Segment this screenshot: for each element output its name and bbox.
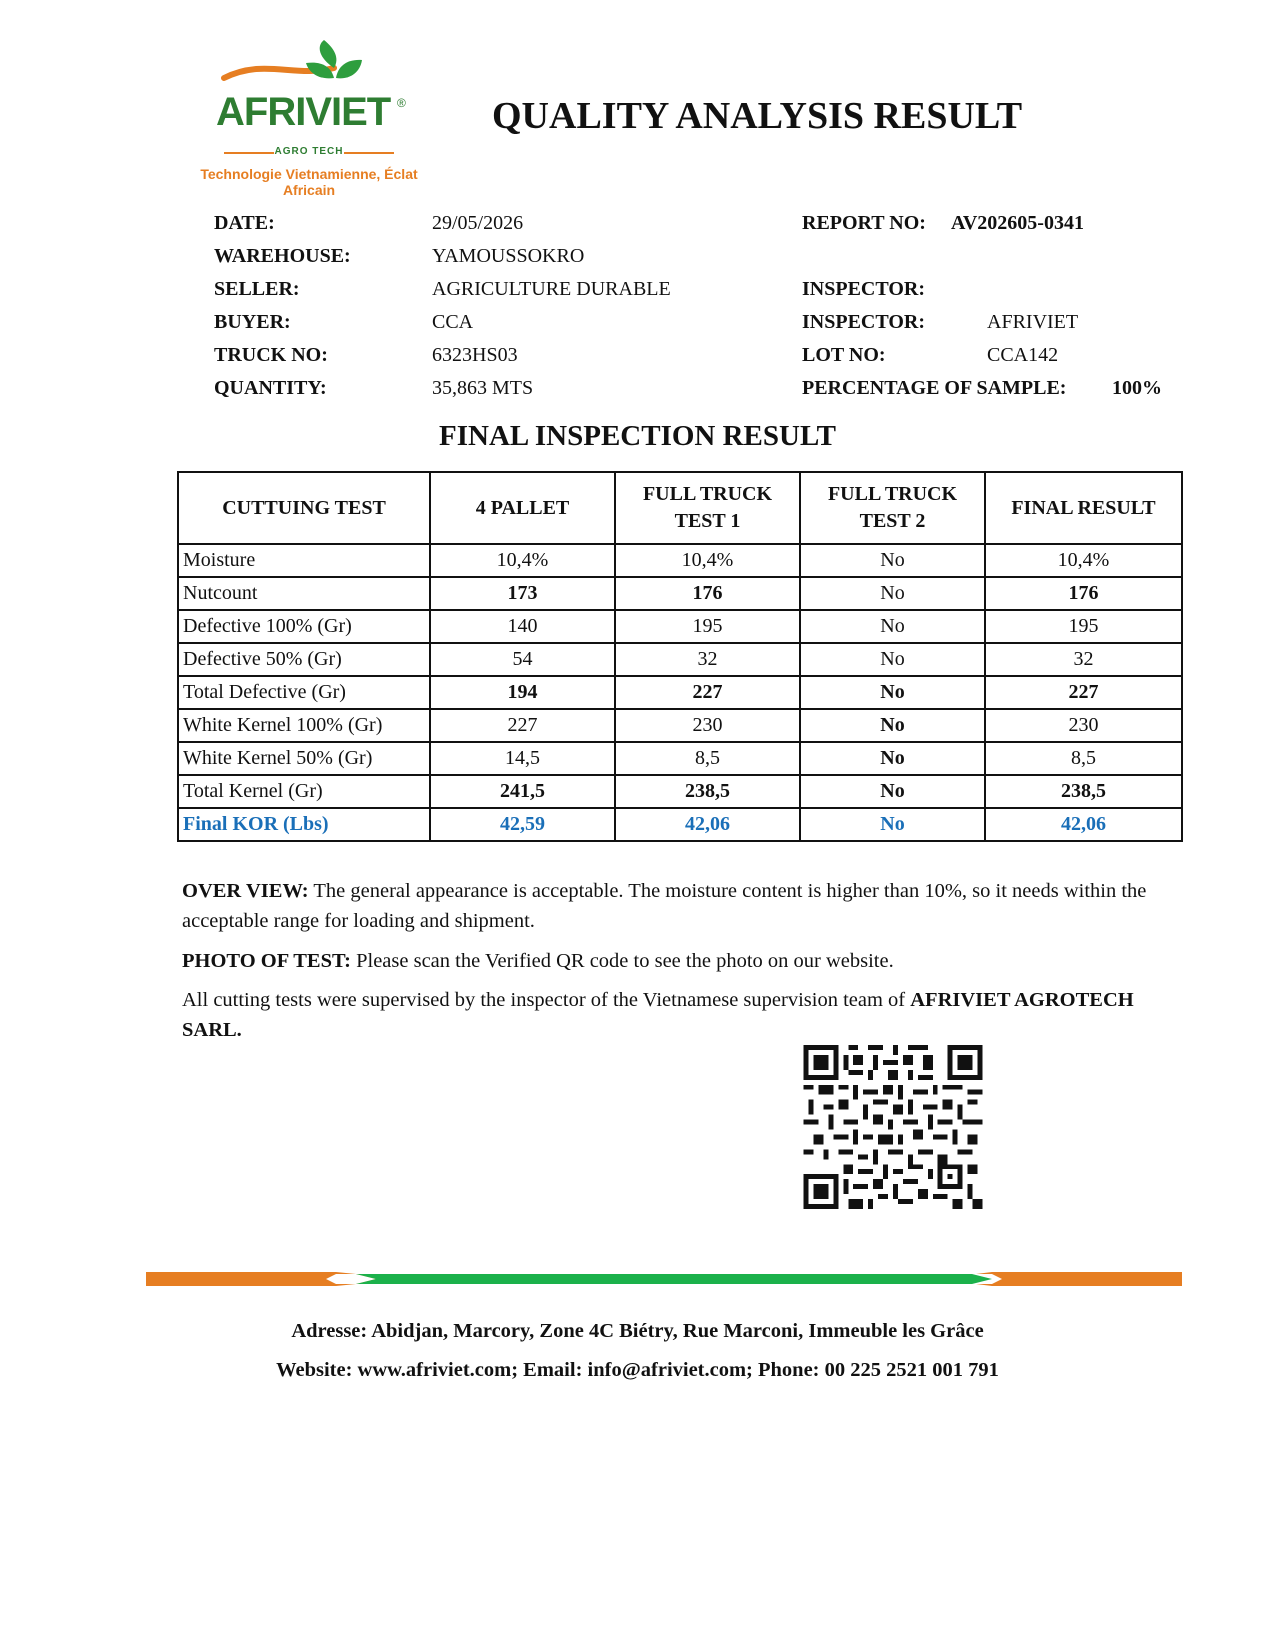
inspector-label: INSPECTOR: (802, 278, 925, 300)
table-cell: 195 (615, 610, 800, 643)
table-cell: Total Defective (Gr) (178, 676, 430, 709)
logo-subtitle: AGRO TECH (274, 146, 344, 157)
logo-brand: AFRIVIET (216, 90, 391, 134)
table-cell: 227 (615, 676, 800, 709)
footer-contact: Website: www.afriviet.com; Email: info@afriviet.com; Phone: 00 225 2521 001 791 (276, 1359, 999, 1381)
table-cell: Defective 100% (Gr) (178, 610, 430, 643)
table-cell: No (800, 610, 985, 643)
page-title: QUALITY ANALYSIS RESULT (492, 95, 1023, 137)
table-row (178, 742, 1182, 775)
table-cell: No (800, 709, 985, 742)
report-value: AV202605-0341 (951, 212, 1084, 234)
footer-address: Adresse: Abidjan, Marcory, Zone 4C Biétry, Rue Marconi, Immeuble les Grâce (291, 1320, 984, 1342)
table-cell: White Kernel 50% (Gr) (178, 742, 430, 775)
table-cell: 32 (615, 643, 800, 676)
table-cell: No (800, 577, 985, 610)
table-cell: 42,06 (985, 808, 1182, 841)
table-cell: 14,5 (430, 742, 615, 775)
table-cell: 227 (985, 676, 1182, 709)
table-cell: 230 (985, 709, 1182, 742)
lot-label: LOT NO: (802, 344, 886, 366)
table-cell: No (800, 643, 985, 676)
inspection-table (177, 471, 1183, 842)
quantity-value: 35,863 MTS (432, 377, 534, 399)
seller-label: SELLER: (214, 278, 300, 300)
logo-tagline: Technologie Vietnamienne, Éclat Africain (200, 166, 418, 198)
table-cell: Moisture (178, 544, 430, 577)
date-label: DATE: (214, 212, 275, 234)
table-cell: 10,4% (615, 544, 800, 577)
table-cell: 42,59 (430, 808, 615, 841)
table-cell: 42,06 (615, 808, 800, 841)
warehouse-value: YAMOUSSOKRO (432, 245, 585, 267)
overview-label: OVER VIEW: (182, 880, 309, 902)
table-cell: 8,5 (985, 742, 1182, 775)
table-row (178, 577, 1182, 610)
report-label: REPORT NO: (802, 212, 926, 234)
inspector-label-2: INSPECTOR: (802, 311, 925, 333)
overview-paragraph (182, 876, 1182, 936)
table-cell: 241,5 (430, 775, 615, 808)
table-row (178, 544, 1182, 577)
table-cell: Final KOR (Lbs) (178, 808, 430, 841)
photo-label: PHOTO OF TEST: (182, 950, 351, 972)
truck-label: TRUCK NO: (214, 344, 328, 366)
table-cell: 8,5 (615, 742, 800, 775)
table-header-row (178, 472, 1182, 544)
supervision-company: AFRIVIET AGROTECH SARL. (182, 989, 1134, 1041)
seller-value: AGRICULTURE DURABLE (432, 278, 671, 300)
table-cell: 54 (430, 643, 615, 676)
table-row (178, 775, 1182, 808)
table-row (178, 643, 1182, 676)
percentage-label: PERCENTAGE OF SAMPLE: (802, 377, 1067, 399)
table-cell: 176 (615, 577, 800, 610)
warehouse-label: WAREHOUSE: (214, 245, 351, 267)
section-title: FINAL INSPECTION RESULT (439, 420, 836, 452)
buyer-label: BUYER: (214, 311, 291, 333)
table-header: 4 PALLET (430, 472, 615, 544)
table-cell: No (800, 742, 985, 775)
qr-code[interactable] (802, 1045, 984, 1209)
table-cell: 10,4% (430, 544, 615, 577)
table-row (178, 610, 1182, 643)
table-row (178, 709, 1182, 742)
table-cell: 238,5 (615, 775, 800, 808)
table-cell: 195 (985, 610, 1182, 643)
truck-value: 6323HS03 (432, 344, 518, 366)
table-cell: No (800, 775, 985, 808)
table-row-final-kor (178, 808, 1182, 841)
table-cell: 238,5 (985, 775, 1182, 808)
photo-paragraph (182, 946, 1182, 976)
supervision-text: All cutting tests were supervised by the inspector of the Vietnamese supervision team of (182, 989, 911, 1011)
table-cell: 10,4% (985, 544, 1182, 577)
table-cell: 176 (985, 577, 1182, 610)
overview-text: The general appearance is acceptable. The moisture content is higher than 10%, so it needs within the acceptable range for loading and shipment. (182, 880, 1147, 932)
company-logo (184, 38, 434, 198)
table-cell: No (800, 808, 985, 841)
table-cell: Total Kernel (Gr) (178, 775, 430, 808)
table-cell: No (800, 544, 985, 577)
supervision-paragraph (182, 985, 1182, 1045)
date-value: 29/05/2026 (432, 212, 524, 234)
table-cell: 173 (430, 577, 615, 610)
table-header: CUTTUING TEST (178, 472, 430, 544)
logo-registered-mark: ® (397, 96, 406, 110)
quantity-label: QUANTITY: (214, 377, 327, 399)
buyer-value: CCA (432, 311, 474, 333)
lot-value: CCA142 (987, 344, 1059, 366)
percentage-value: 100% (1112, 377, 1162, 399)
table-header: FULL TRUCK TEST 2 (800, 472, 985, 544)
table-header: FULL TRUCK TEST 1 (615, 472, 800, 544)
table-cell: 140 (430, 610, 615, 643)
table-cell: 32 (985, 643, 1182, 676)
table-row (178, 676, 1182, 709)
table-cell: White Kernel 100% (Gr) (178, 709, 430, 742)
photo-text: Please scan the Verified QR code to see the photo on our website. (350, 950, 894, 972)
inspector-value: AFRIVIET (987, 311, 1079, 333)
decorative-band (146, 1272, 1182, 1286)
table-cell: No (800, 676, 985, 709)
table-cell: Nutcount (178, 577, 430, 610)
table-cell: Defective 50% (Gr) (178, 643, 430, 676)
table-cell: 194 (430, 676, 615, 709)
table-header: FINAL RESULT (985, 472, 1182, 544)
table-cell: 230 (615, 709, 800, 742)
table-cell: 227 (430, 709, 615, 742)
